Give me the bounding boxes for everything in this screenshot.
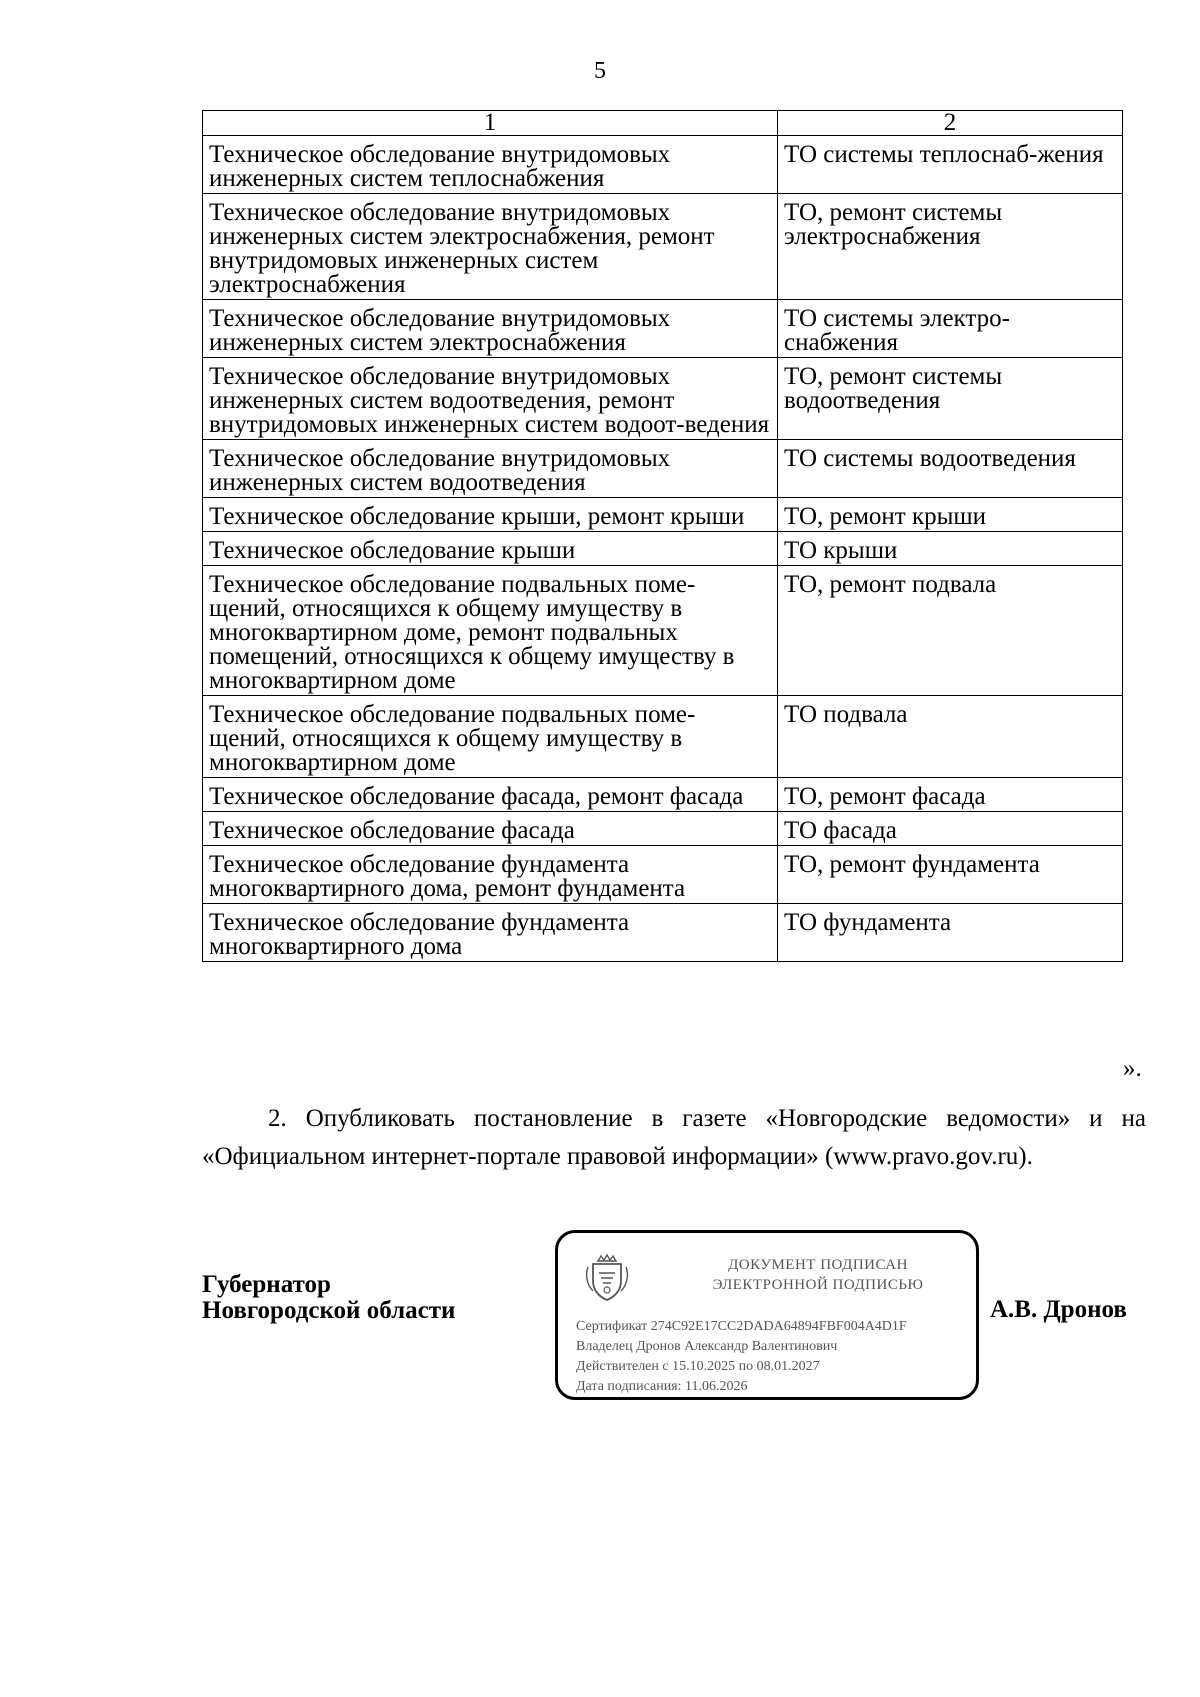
table-row — [203, 532, 1123, 566]
work-abbreviation-cell: ТО системы теплоснаб-жения — [778, 136, 1123, 194]
table-row — [203, 194, 1123, 300]
table-row — [203, 498, 1123, 532]
work-description-cell: Техническое обследование внутридомовых инженерных систем электроснабжения, ремонт внутридомовых инженерных систем электроснабжения — [203, 194, 778, 300]
work-description-cell: Техническое обследование фасада, ремонт фасада — [203, 778, 778, 812]
work-description-cell: Техническое обследование фундамента многоквартирного дома — [203, 904, 778, 962]
stamp-heading-line: ДОКУМЕНТ ПОДПИСАН — [728, 1257, 908, 1273]
table-header-row — [203, 111, 1123, 136]
services-table — [202, 110, 1123, 962]
table-row — [203, 778, 1123, 812]
table-row — [203, 846, 1123, 904]
signer-name: А.В. Дронов — [990, 1296, 1127, 1323]
work-abbreviation-cell: ТО, ремонт крыши — [778, 498, 1123, 532]
table-row — [203, 812, 1123, 846]
table-row — [203, 696, 1123, 778]
signer-title — [202, 1272, 455, 1324]
stamp-details — [576, 1317, 907, 1397]
work-description-cell: Техническое обследование внутридомовых инженерных систем теплоснабжения — [203, 136, 778, 194]
work-description-cell: Техническое обследование внутридомовых инженерных систем водоотведения — [203, 440, 778, 498]
signer-title-line: Новгородской области — [202, 1297, 456, 1324]
work-abbreviation-cell: ТО, ремонт подвала — [778, 566, 1123, 696]
work-abbreviation-cell: ТО крыши — [778, 532, 1123, 566]
table-row — [203, 440, 1123, 498]
table-row — [203, 904, 1123, 962]
certificate-validity: Действителен с 15.10.2025 по 08.01.2027 — [576, 1359, 820, 1374]
work-abbreviation-cell: ТО фундамента — [778, 904, 1123, 962]
certificate-number: Сертификат 274C92E17CC2DADA64894FBF004A4D1F — [576, 1319, 907, 1334]
work-abbreviation-cell: ТО системы водоотведения — [778, 440, 1123, 498]
table-row — [203, 300, 1123, 358]
work-description-cell: Техническое обследование подвальных поме-щений, относящихся к общему имуществу в многоквартирном доме — [203, 696, 778, 778]
stamp-heading — [658, 1255, 978, 1295]
publication-paragraph: 2. Опубликовать постановление в газете «Новгородские ведомости» и на «Официальном интернет-портале правовой информации» (www.pravo.gov.ru). — [202, 1105, 1146, 1170]
table-row — [203, 136, 1123, 194]
signing-date: Дата подписания: 11.06.2026 — [576, 1379, 748, 1394]
page-number: 5 — [594, 58, 606, 84]
work-description-cell: Техническое обследование крыши — [203, 532, 778, 566]
signer-title-line: Губернатор — [202, 1271, 331, 1298]
certificate-owner: Владелец Дронов Александр Валентинович — [576, 1339, 838, 1354]
work-abbreviation-cell: ТО фасада — [778, 812, 1123, 846]
table-row — [203, 358, 1123, 440]
work-abbreviation-cell: ТО, ремонт фундамента — [778, 846, 1123, 904]
work-description-cell: Техническое обследование фундамента многоквартирного дома, ремонт фундамента — [203, 846, 778, 904]
work-abbreviation-cell: ТО системы электро-снабжения — [778, 300, 1123, 358]
work-description-cell: Техническое обследование внутридомовых инженерных систем электроснабжения — [203, 300, 778, 358]
work-abbreviation-cell: ТО подвала — [778, 696, 1123, 778]
work-abbreviation-cell: ТО, ремонт системы электроснабжения — [778, 194, 1123, 300]
closing-quote: ». — [1123, 1055, 1142, 1082]
work-abbreviation-cell: ТО, ремонт фасада — [778, 778, 1123, 812]
table-row — [203, 566, 1123, 696]
work-description-cell: Техническое обследование крыши, ремонт крыши — [203, 498, 778, 532]
column-header: 2 — [778, 111, 1123, 136]
coat-of-arms-icon — [584, 1253, 630, 1303]
stamp-heading-line: ЭЛЕКТРОННОЙ ПОДПИСЬЮ — [712, 1277, 924, 1293]
work-abbreviation-cell: ТО, ремонт системы водоотведения — [778, 358, 1123, 440]
electronic-signature-stamp — [555, 1230, 979, 1400]
work-description-cell: Техническое обследование фасада — [203, 812, 778, 846]
column-header: 1 — [203, 111, 778, 136]
work-description-cell: Техническое обследование внутридомовых инженерных систем водоотведения, ремонт внутридомовых инженерных систем водоот-ведения — [203, 358, 778, 440]
work-description-cell: Техническое обследование подвальных поме-щений, относящихся к общему имуществу в многоквартирном доме, ремонт подвальных помещений, относящихся к общему имуществу в многоквартирном доме — [203, 566, 778, 696]
